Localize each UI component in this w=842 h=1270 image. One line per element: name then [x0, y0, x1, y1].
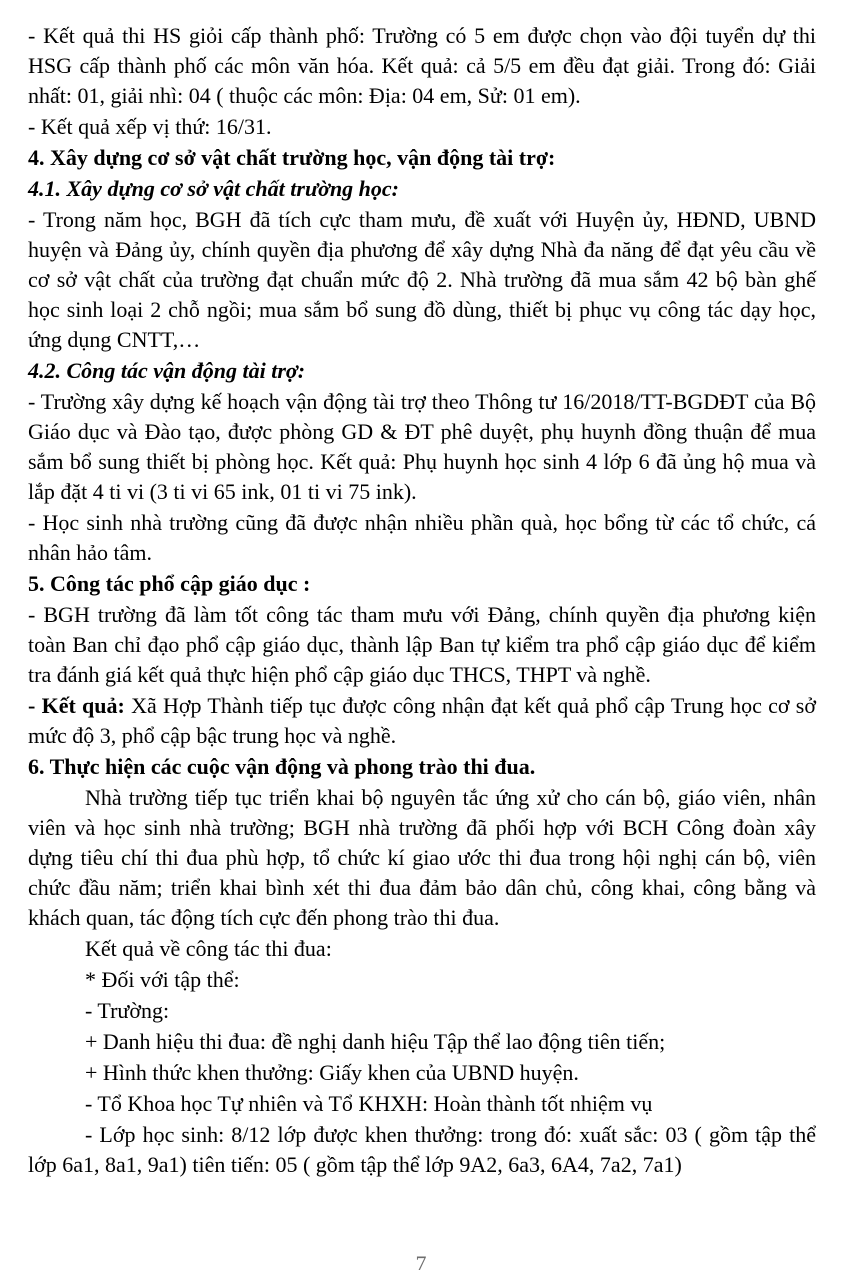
heading-section-4-2: 4.2. Công tác vận động tài trợ:: [28, 358, 306, 383]
paragraph-school-label: - Trường:: [85, 998, 170, 1023]
paragraph-gifts: - Học sinh nhà trường cũng đã được nhận nhiều phần quà, học bổng từ các tổ chức, cá nhân hảo tâm.: [28, 510, 816, 565]
heading-section-4-1: 4.1. Xây dựng cơ sở vật chất trường học:: [28, 176, 400, 201]
paragraph-emulation-intro: Nhà trường tiếp tục triển khai bộ nguyên tắc ứng xử cho cán bộ, giáo viên, nhân viên và học sinh nhà trường; BGH nhà trường đã phối hợp với BCH Công đoàn xây dựng tiêu chí thi đua phù hợp, tổ chức kí giao ước thi đua trong hội nghị cán bộ, viên chức đầu năm; triển khai bình xét thi đua đảm bảo dân chủ, công khai, công bằng và khách quan, tác động tích cực đến phong trào thi đua.: [28, 785, 816, 930]
pho-cap-result-label: - Kết quả:: [28, 693, 125, 718]
paragraph-emulation-results-label: Kết quả về công tác thi đua:: [85, 936, 332, 961]
paragraph-facilities: - Trong năm học, BGH đã tích cực tham mưu, đề xuất với Huyện ủy, HĐND, UBND huyện và Đảng ủy, chính quyền địa phương để xây dựng Nhà đa năng để đạt yêu cầu về cơ sở vật chất của trường đạt chuẩn mức độ 2. Nhà trường đã mua sắm 42 bộ bàn ghế học sinh loại 2 chỗ ngồi; mua sắm bổ sung đồ dùng, thiết bị phục vụ công tác dạy học, ứng dụng CNTT,…: [28, 207, 816, 352]
pho-cap-result-text: Xã Hợp Thành tiếp tục được công nhận đạt kết quả phổ cập Trung học cơ sở mức độ 3, phổ cập bậc trung học và nghề.: [28, 693, 817, 748]
paragraph-subject-groups: - Tổ Khoa học Tự nhiên và Tổ KHXH: Hoàn thành tốt nhiệm vụ: [85, 1091, 653, 1116]
paragraph-emulation-title: + Danh hiệu thi đua: đề nghị danh hiệu Tập thể lao động tiên tiến;: [85, 1029, 666, 1054]
heading-section-4: 4. Xây dựng cơ sở vật chất trường học, vận động tài trợ:: [28, 145, 556, 170]
paragraph-ranking: - Kết quả xếp vị thứ: 16/31.: [28, 114, 272, 139]
heading-section-6: 6. Thực hiện các cuộc vận động và phong trào thi đua.: [28, 754, 536, 779]
paragraph-collective-label: * Đối với tập thể:: [85, 967, 240, 992]
paragraph-student-classes: - Lớp học sinh: 8/12 lớp được khen thưởng: trong đó: xuất sắc: 03 ( gồm tập thể lớp 6a1, 8a1, 9a1) tiên tiến: 05 ( gồm tập thể lớp 9A2, 6a3, 6A4, 7a2, 7a1): [28, 1122, 816, 1177]
paragraph-pho-cap: - BGH trường đã làm tốt công tác tham mưu với Đảng, chính quyền địa phương kiện toàn Ban chỉ đạo phổ cập giáo dục, thành lập Ban tự kiểm tra phổ cập giáo dục để kiểm tra đánh giá kết quả thực hiện phổ cập giáo dục THCS, THPT và nghề.: [28, 602, 816, 687]
paragraph-reward-form: + Hình thức khen thưởng: Giấy khen của UBND huyện.: [85, 1060, 579, 1085]
heading-section-5: 5. Công tác phổ cập giáo dục :: [28, 571, 311, 596]
paragraph-sponsorship: - Trường xây dựng kế hoạch vận động tài trợ theo Thông tư 16/2018/TT-BGDĐT của Bộ Giáo dục và Đào tạo, được phòng GD & ĐT phê duyệt, phụ huynh đồng thuận để mua sắm bổ sung thiết bị phòng học. Kết quả: Phụ huynh học sinh 4 lớp 6 đã ủng hộ mua và lắp đặt 4 ti vi (3 ti vi 65 ink, 01 ti vi 75 ink).: [28, 389, 816, 504]
paragraph-pho-cap-result: [28, 691, 816, 751]
paragraph-hsg-city-result: - Kết quả thi HS giỏi cấp thành phố: Trường có 5 em được chọn vào đội tuyển dự thi HSG cấp thành phố các môn văn hóa. Kết quả: cả 5/5 em đều đạt giải. Trong đó: Giải nhất: 01, giải nhì: 04 ( thuộc các môn: Địa: 04 em, Sử: 01 em).: [28, 23, 816, 108]
page-number: 7: [415, 1251, 427, 1270]
